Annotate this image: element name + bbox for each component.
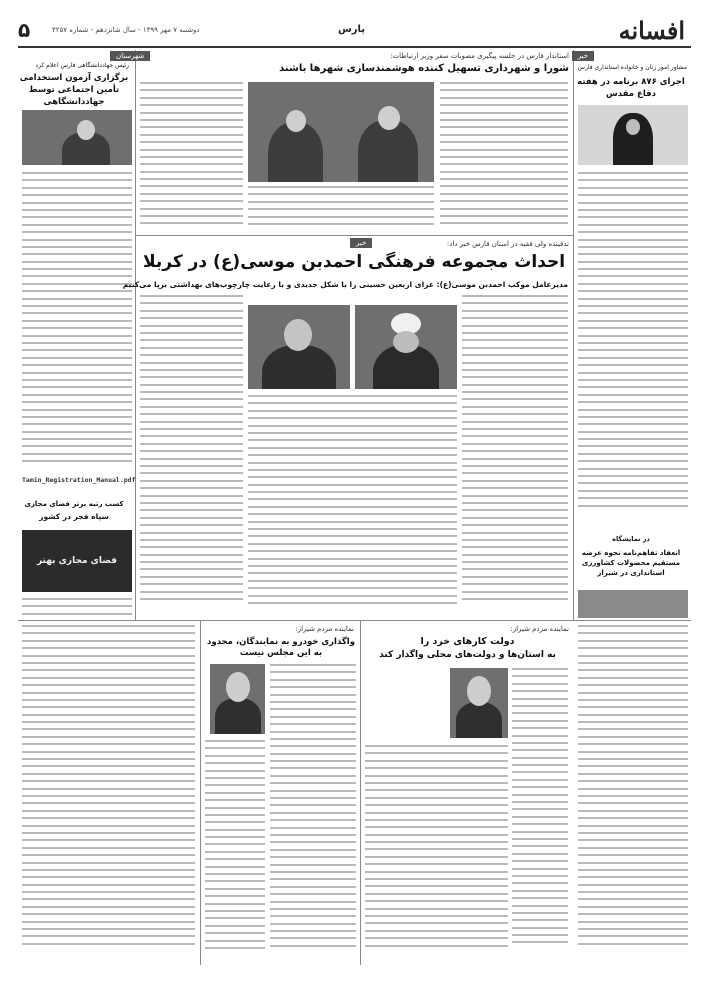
main-body-col2	[248, 395, 457, 615]
page-header	[18, 18, 691, 46]
second-kicker: در نمایشگاه	[612, 535, 650, 543]
promo-banner: فضای مجازی بهتر	[22, 530, 132, 592]
issue-date: دوشنبه ۷ مهر ۱۳۹۹ - سال شانزدهم - شماره ۴۲۵۷	[52, 26, 200, 34]
column-divider-bottom-left	[200, 620, 201, 965]
article-photo	[578, 590, 688, 618]
newspaper-logo: افسانه	[618, 16, 685, 45]
column-divider-bottom-center	[360, 620, 361, 965]
main-body-col3	[140, 295, 243, 615]
article-headline: اجرای ۸۷۶ برنامه در هفته دفاع مقدس	[577, 77, 685, 99]
article-body-continued	[205, 740, 265, 958]
main-subhead: مدیرعامل موکب احمدبن موسی(ع): عزای اربعین حسینی را با شکل جدیدی و با رعایت چارچوب‌های بهداشتی برپا می‌کنیم	[122, 280, 568, 289]
column-divider-left	[135, 50, 136, 620]
article-body	[578, 172, 688, 517]
second-headline: سپاه فجر در کشور	[39, 512, 109, 521]
left-column-lower-body	[22, 625, 195, 958]
meeting-photo	[248, 82, 434, 182]
second-article-body	[22, 598, 132, 618]
article-headline: واگذاری خودرو به نمایندگان، محدود به این مجلس نیست	[206, 637, 356, 658]
article-photo	[22, 110, 132, 165]
column-tag: خبر	[572, 51, 594, 61]
section-title: پارس	[338, 24, 366, 35]
portrait-photo	[210, 664, 265, 734]
article-body	[440, 82, 568, 232]
section-divider-bottom	[18, 620, 691, 621]
header-rule	[18, 46, 691, 48]
article-kicker: نماینده مردم شیراز:	[295, 625, 354, 633]
right-column-lower-body	[578, 625, 688, 958]
article-lead: رئیس جهاددانشگاهی فارس اعلام کرد	[35, 62, 129, 69]
article-photo	[578, 105, 688, 165]
photo-caption-body	[248, 186, 434, 232]
center-tag: خبر	[350, 238, 372, 248]
second-kicker: کسب رتبه برتر فضای مجازی	[24, 500, 124, 508]
column-tag: شهرستان	[110, 51, 150, 61]
column-divider-right	[573, 50, 574, 620]
second-headline: انعقاد تفاهم‌نامه نحوه عرضه مستقیم محصولات کشاورزی استانداری در شیراز	[581, 549, 681, 577]
main-body-col1	[462, 295, 568, 615]
page-number: ۵	[18, 18, 31, 42]
article-headline-line1: دولت کارهای خرد را	[420, 636, 515, 647]
main-headline: احداث مجموعه فرهنگی احمدبن موسی(ع) در کربلا	[142, 252, 566, 272]
commander-photo	[248, 305, 350, 389]
article-headline-line2: به استان‌ها و دولت‌های محلی واگذار کند	[379, 650, 556, 660]
article-body-continued	[140, 82, 243, 232]
article-body	[270, 664, 356, 958]
article-headline: برگزاری آزمون استخدامی تأمین اجتماعی توسط جهاددانشگاهی	[19, 73, 129, 107]
article-body-continued	[365, 745, 508, 958]
download-link[interactable]: Tamin_Registration_Manual.pdf	[22, 476, 136, 484]
cleric-photo	[355, 305, 457, 389]
article-body	[22, 172, 132, 472]
article-kicker: استاندار فارس در جلسه پیگیری مصوبات سفر وزیر ارتباطات:	[390, 52, 569, 60]
article-kicker: نماینده مردم شیراز:	[510, 625, 569, 633]
section-divider-main	[135, 235, 573, 236]
article-body	[512, 668, 568, 958]
article-headline: شورا و شهرداری تسهیل کننده هوشمندسازی شهرها باشند	[279, 63, 569, 74]
article-lead: مشاور امور زنان و خانواده استانداری فارس	[577, 64, 687, 71]
main-kicker: تدفینده ولی فقیه در استان فارس خبر داد:	[446, 240, 569, 248]
portrait-photo	[450, 668, 508, 738]
